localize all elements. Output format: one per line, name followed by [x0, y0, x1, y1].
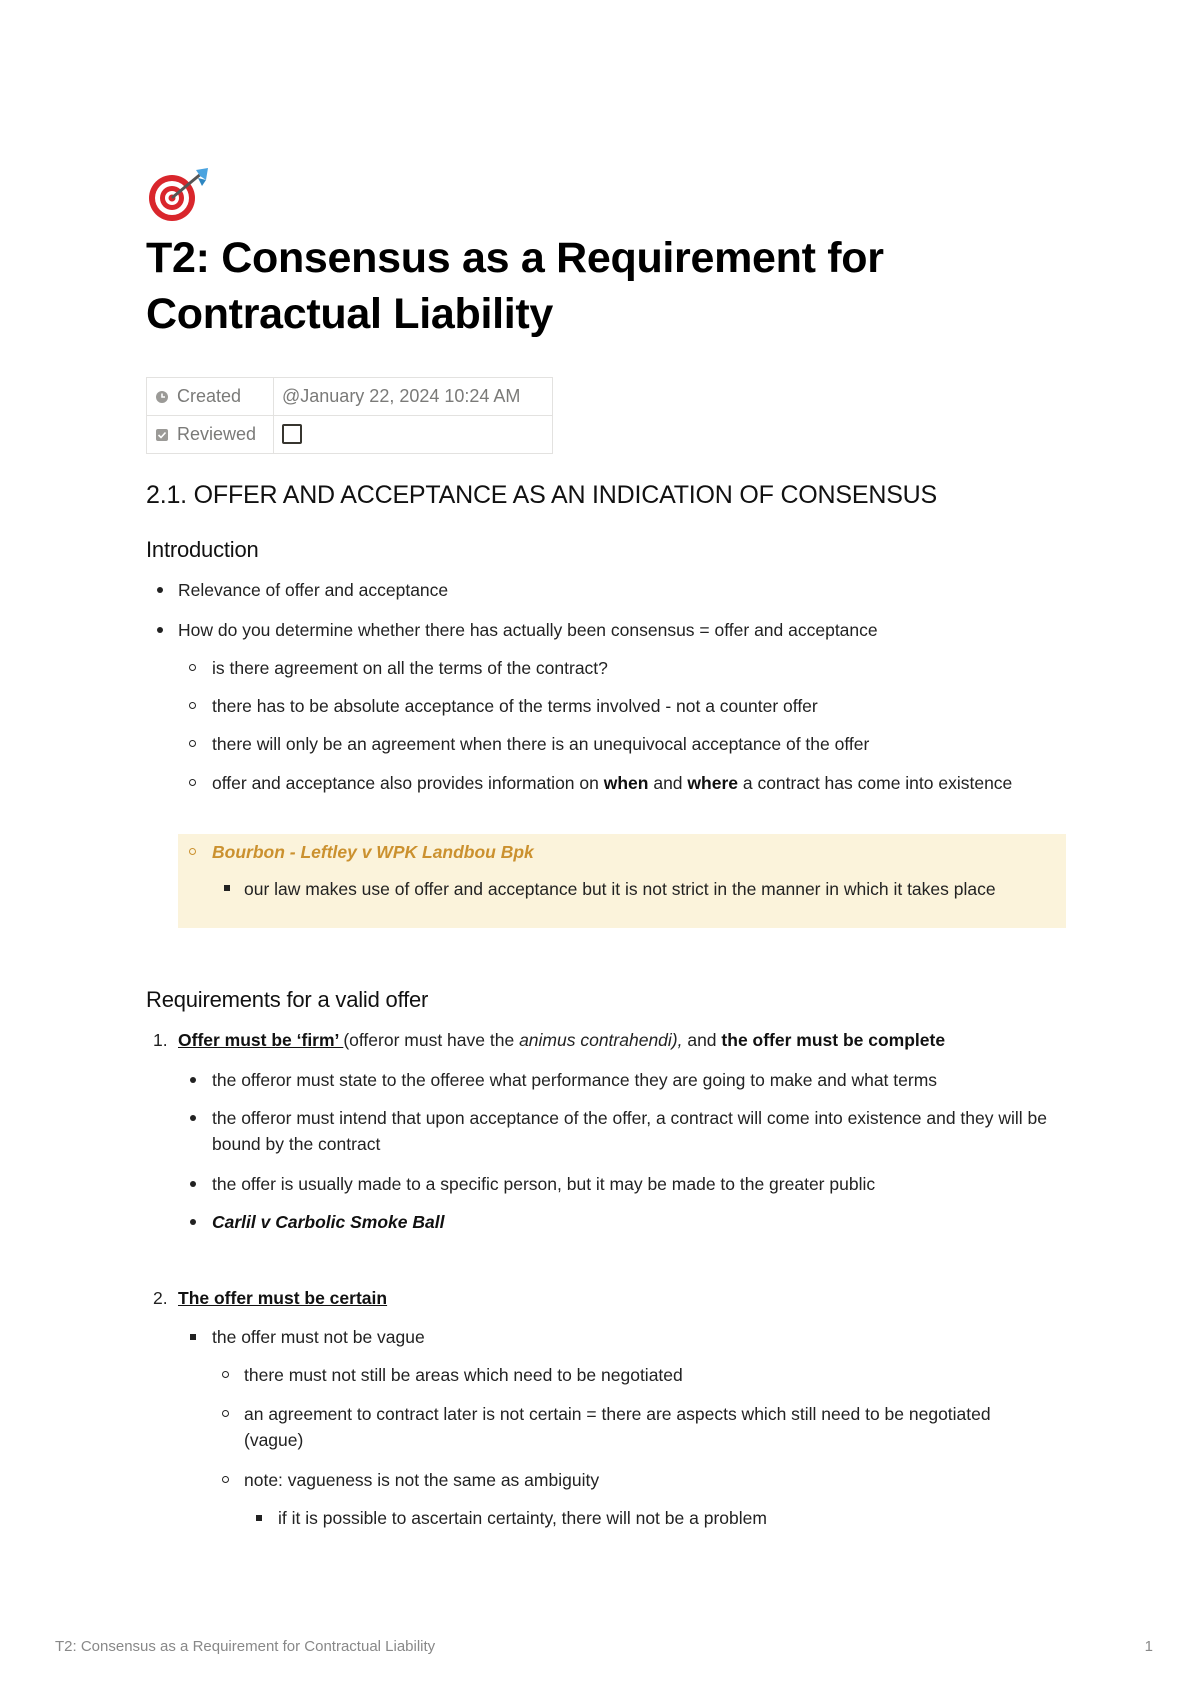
property-created: [147, 378, 553, 416]
list-item: Relevance of offer and acceptance: [178, 580, 449, 600]
list-item: Offer must be ‘firm’ (offeror must have the animus contrahendi), and the offer must be complete: [178, 1030, 946, 1050]
list-item: the offer is usually made to a specific person, but it may be made to the greater public: [212, 1174, 876, 1194]
list-number: 2.: [153, 1288, 168, 1308]
property-reviewed: [147, 416, 553, 454]
list-item: there must not still be areas which need to be negotiated: [244, 1365, 683, 1385]
section-heading: 2.1. OFFER AND ACCEPTANCE AS AN INDICATION OF CONSENSUS: [146, 481, 938, 509]
emphasis-where: where: [687, 773, 738, 793]
introduction-heading: Introduction: [146, 537, 259, 562]
list-item: our law makes use of offer and acceptance but it is not strict in the manner in which it takes place: [244, 879, 996, 899]
square-bullet-icon: [256, 1515, 262, 1521]
requirement-title: Offer must be ‘firm’: [178, 1030, 344, 1050]
list-item: if it is possible to ascertain certainty, there will not be a problem: [278, 1508, 767, 1528]
circle-bullet-icon: [222, 1371, 229, 1378]
list-item: is there agreement on all the terms of the contract?: [212, 658, 608, 678]
page-title: T2: Consensus as a Requirement for Contractual Liability: [146, 234, 884, 338]
requirement-title: The offer must be certain: [178, 1288, 388, 1308]
bullet-icon: [190, 1219, 196, 1225]
footer-title: T2: Consensus as a Requirement for Contractual Liability: [55, 1638, 436, 1655]
circle-bullet-icon: [222, 1476, 229, 1483]
bullet-icon: [190, 1115, 196, 1121]
list-item: note: vagueness is not the same as ambiguity: [244, 1470, 600, 1490]
clock-icon: [155, 390, 169, 404]
list-item: offer and acceptance also provides information on when and where a contract has come into existence: [212, 773, 1013, 793]
reviewed-checkbox[interactable]: [282, 424, 302, 444]
list-number: 1.: [153, 1030, 168, 1050]
created-label: Created: [177, 386, 242, 406]
checkbox-property-icon: [155, 428, 169, 442]
created-value: @January 22, 2024 10:24 AM: [274, 378, 553, 416]
properties-table: [146, 377, 553, 454]
list-item: an agreement to contract later is not certain = there are aspects which still need to be negotiated (vague): [244, 1404, 991, 1450]
circle-bullet-icon: [189, 779, 196, 786]
emphasis-when: when: [603, 773, 649, 793]
square-bullet-icon: [190, 1334, 196, 1340]
bullet-icon: [157, 627, 163, 633]
list-item: there will only be an agreement when there is an unequivocal acceptance of the offer: [212, 734, 870, 754]
list-item: the offeror must state to the offeree what performance they are going to make and what terms: [212, 1070, 938, 1090]
list-item: the offeror must intend that upon acceptance of the offer, a contract will come into existence and they will be bound by the contract: [212, 1108, 1047, 1154]
case-citation: Bourbon - Leftley v WPK Landbou Bpk: [212, 842, 534, 862]
circle-bullet-icon: [189, 848, 196, 855]
bullet-icon: [190, 1181, 196, 1187]
list-item: How do you determine whether there has actually been consensus = offer and acceptance: [178, 620, 878, 640]
bullet-icon: [157, 587, 163, 593]
square-bullet-icon: [224, 885, 230, 891]
list-item: [178, 1285, 387, 1311]
list-item: the offer must not be vague: [212, 1327, 425, 1347]
bullet-icon: [190, 1077, 196, 1083]
circle-bullet-icon: [189, 740, 196, 747]
requirements-heading: Requirements for a valid offer: [146, 987, 429, 1012]
circle-bullet-icon: [189, 664, 196, 671]
case-citation: Carlil v Carbolic Smoke Ball: [212, 1212, 445, 1232]
circle-bullet-icon: [222, 1410, 229, 1417]
list-item: there has to be absolute acceptance of the terms involved - not a counter offer: [212, 696, 818, 716]
page-number: 1: [1144, 1638, 1153, 1655]
target-emoji-icon: [146, 166, 212, 222]
circle-bullet-icon: [189, 702, 196, 709]
reviewed-label: Reviewed: [177, 424, 257, 444]
